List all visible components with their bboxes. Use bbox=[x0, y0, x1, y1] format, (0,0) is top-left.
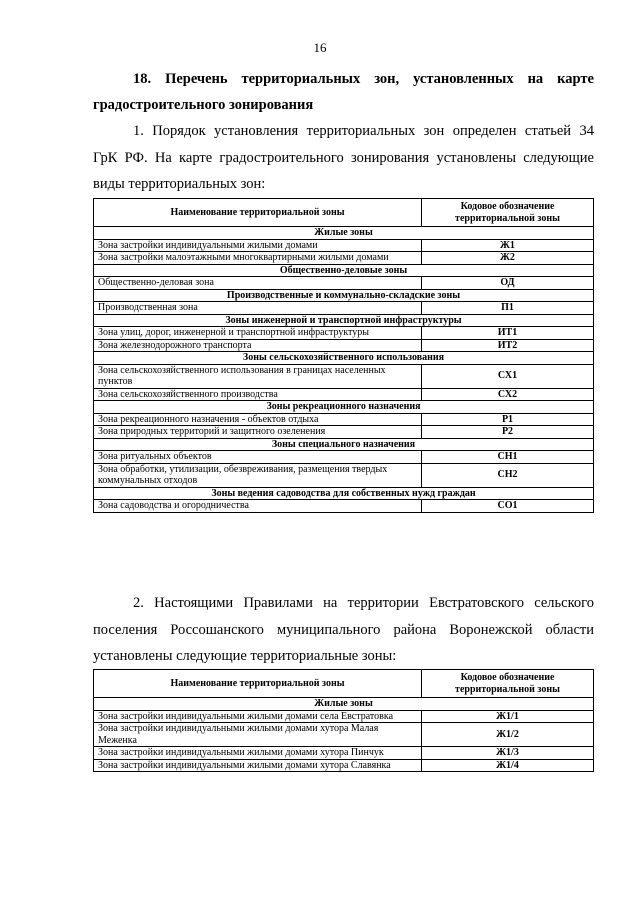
zone-code: Ж1 bbox=[422, 239, 594, 252]
paragraph-1 bbox=[93, 118, 594, 198]
zone-name: Зона природных территорий и защитного озеленения bbox=[94, 426, 422, 439]
heading-word: карте bbox=[557, 71, 594, 87]
zone-group-label: Зоны сельскохозяйственного использования bbox=[94, 352, 594, 365]
zone-group-row bbox=[94, 227, 594, 240]
zone-row bbox=[94, 277, 594, 290]
zone-code: Р1 bbox=[422, 413, 594, 426]
section-number: 18. bbox=[133, 71, 152, 87]
zone-name: Зона застройки индивидуальными жилыми домами bbox=[94, 239, 422, 252]
paragraph-line: 2. Настоящими Правилами на территории Евстратовского сельского bbox=[133, 595, 594, 611]
settlement-zones-table bbox=[93, 669, 594, 772]
zone-group-label: Жилые зоны bbox=[94, 227, 594, 240]
page-number: 16 bbox=[313, 40, 327, 55]
zone-group-label: Зоны специального назначения bbox=[94, 438, 594, 451]
zone-row bbox=[94, 239, 594, 252]
zone-name: Зона обработки, утилизации, обезвреживания, размещения твердых коммунальных отходов bbox=[94, 463, 422, 487]
zone-name: Зона застройки индивидуальными жилыми домами хутора Малая Меженка bbox=[94, 723, 422, 747]
heading-word: Перечень bbox=[165, 71, 228, 87]
zone-row bbox=[94, 723, 594, 747]
zone-row bbox=[94, 463, 594, 487]
column-header-code: Кодовое обозначение территориальной зоны bbox=[422, 199, 594, 227]
zone-code: ИТ2 bbox=[422, 339, 594, 352]
zone-row bbox=[94, 759, 594, 772]
zone-name: Общественно-деловая зона bbox=[94, 277, 422, 290]
column-header-name: Наименование территориальной зоны bbox=[94, 199, 422, 227]
section-heading bbox=[93, 66, 594, 118]
zone-row bbox=[94, 451, 594, 464]
zone-code: СН2 bbox=[422, 463, 594, 487]
zone-code: СО1 bbox=[422, 500, 594, 513]
zone-group-row bbox=[94, 264, 594, 277]
paragraph-line: ГрК РФ. На карте градостроительного зонирования установлены следующие bbox=[93, 149, 594, 166]
column-header-name: Наименование территориальной зоны bbox=[94, 670, 422, 698]
paragraph-line: виды территориальных зон: bbox=[93, 176, 266, 192]
zone-row bbox=[94, 500, 594, 513]
zone-group-row bbox=[94, 401, 594, 414]
heading-word: территориальных bbox=[241, 71, 361, 87]
paragraph-line: установлены следующие территориальные зоны: bbox=[93, 648, 397, 664]
zone-row bbox=[94, 339, 594, 352]
zone-code: Ж1/3 bbox=[422, 747, 594, 760]
zone-group-label: Общественно-деловые зоны bbox=[94, 264, 594, 277]
zone-row bbox=[94, 388, 594, 401]
section-heading-line-1 bbox=[93, 66, 594, 92]
zone-name: Зона рекреационного назначения - объектов отдыха bbox=[94, 413, 422, 426]
zone-group-label: Зоны ведения садоводства для собственных нужд граждан bbox=[94, 487, 594, 500]
heading-word: на bbox=[527, 71, 544, 87]
heading-word: установленных bbox=[413, 71, 514, 87]
zone-group-row bbox=[94, 438, 594, 451]
zone-code: СН1 bbox=[422, 451, 594, 464]
zone-row bbox=[94, 302, 594, 315]
zone-name: Зона садоводства и огородничества bbox=[94, 500, 422, 513]
zone-code: ИТ1 bbox=[422, 327, 594, 340]
zone-group-label: Зоны инженерной и транспортной инфраструктуры bbox=[94, 314, 594, 327]
zone-name: Зона застройки малоэтажными многоквартирными жилыми домами bbox=[94, 252, 422, 265]
zone-row bbox=[94, 252, 594, 265]
zone-row bbox=[94, 413, 594, 426]
zone-row bbox=[94, 364, 594, 388]
zone-row bbox=[94, 426, 594, 439]
zone-name: Зона ритуальных объектов bbox=[94, 451, 422, 464]
zone-code: СХ1 bbox=[422, 364, 594, 388]
zone-code: Ж1/1 bbox=[422, 710, 594, 723]
zone-group-row bbox=[94, 698, 594, 711]
zone-row bbox=[94, 710, 594, 723]
settlement-zones-table-body bbox=[94, 698, 594, 772]
zone-code: Ж2 bbox=[422, 252, 594, 265]
zone-group-label: Жилые зоны bbox=[94, 698, 594, 711]
zone-row bbox=[94, 747, 594, 760]
zone-name: Производственная зона bbox=[94, 302, 422, 315]
column-header-code: Кодовое обозначение территориальной зоны bbox=[422, 670, 594, 698]
zone-group-label: Зоны рекреационного назначения bbox=[94, 401, 594, 414]
zone-code: ОД bbox=[422, 277, 594, 290]
zone-name: Зона железнодорожного транспорта bbox=[94, 339, 422, 352]
zone-name: Зона застройки индивидуальными жилыми домами села Евстратовка bbox=[94, 710, 422, 723]
zone-group-label: Производственные и коммунально-складские зоны bbox=[94, 289, 594, 302]
zone-name: Зона застройки индивидуальными жилыми домами хутора Славянка bbox=[94, 759, 422, 772]
zone-code: Ж1/2 bbox=[422, 723, 594, 747]
paragraph-line: 1. Порядок установления территориальных зон определен статьей 34 bbox=[133, 123, 594, 139]
section-heading-line-2: градостроительного зонирования bbox=[93, 97, 314, 113]
zone-name: Зона застройки индивидуальными жилыми домами хутора Пинчук bbox=[94, 747, 422, 760]
zone-name: Зона улиц, дорог, инженерной и транспортной инфраструктуры bbox=[94, 327, 422, 340]
zone-group-row bbox=[94, 352, 594, 365]
zone-code: Р2 bbox=[422, 426, 594, 439]
zones-table bbox=[93, 198, 594, 513]
zone-group-row bbox=[94, 487, 594, 500]
zones-table-body bbox=[94, 227, 594, 513]
zone-code: СХ2 bbox=[422, 388, 594, 401]
zone-name: Зона сельскохозяйственного использования в границах населенных пунктов bbox=[94, 364, 422, 388]
zone-name: Зона сельскохозяйственного производства bbox=[94, 388, 422, 401]
zone-row bbox=[94, 327, 594, 340]
zone-group-row bbox=[94, 314, 594, 327]
zone-group-row bbox=[94, 289, 594, 302]
zone-code: Ж1/4 bbox=[422, 759, 594, 772]
heading-word: зон, bbox=[374, 71, 400, 87]
paragraph-line: поселения Россошанского муниципального района Воронежской области bbox=[93, 621, 594, 638]
paragraph-2 bbox=[93, 590, 594, 670]
zone-code: П1 bbox=[422, 302, 594, 315]
